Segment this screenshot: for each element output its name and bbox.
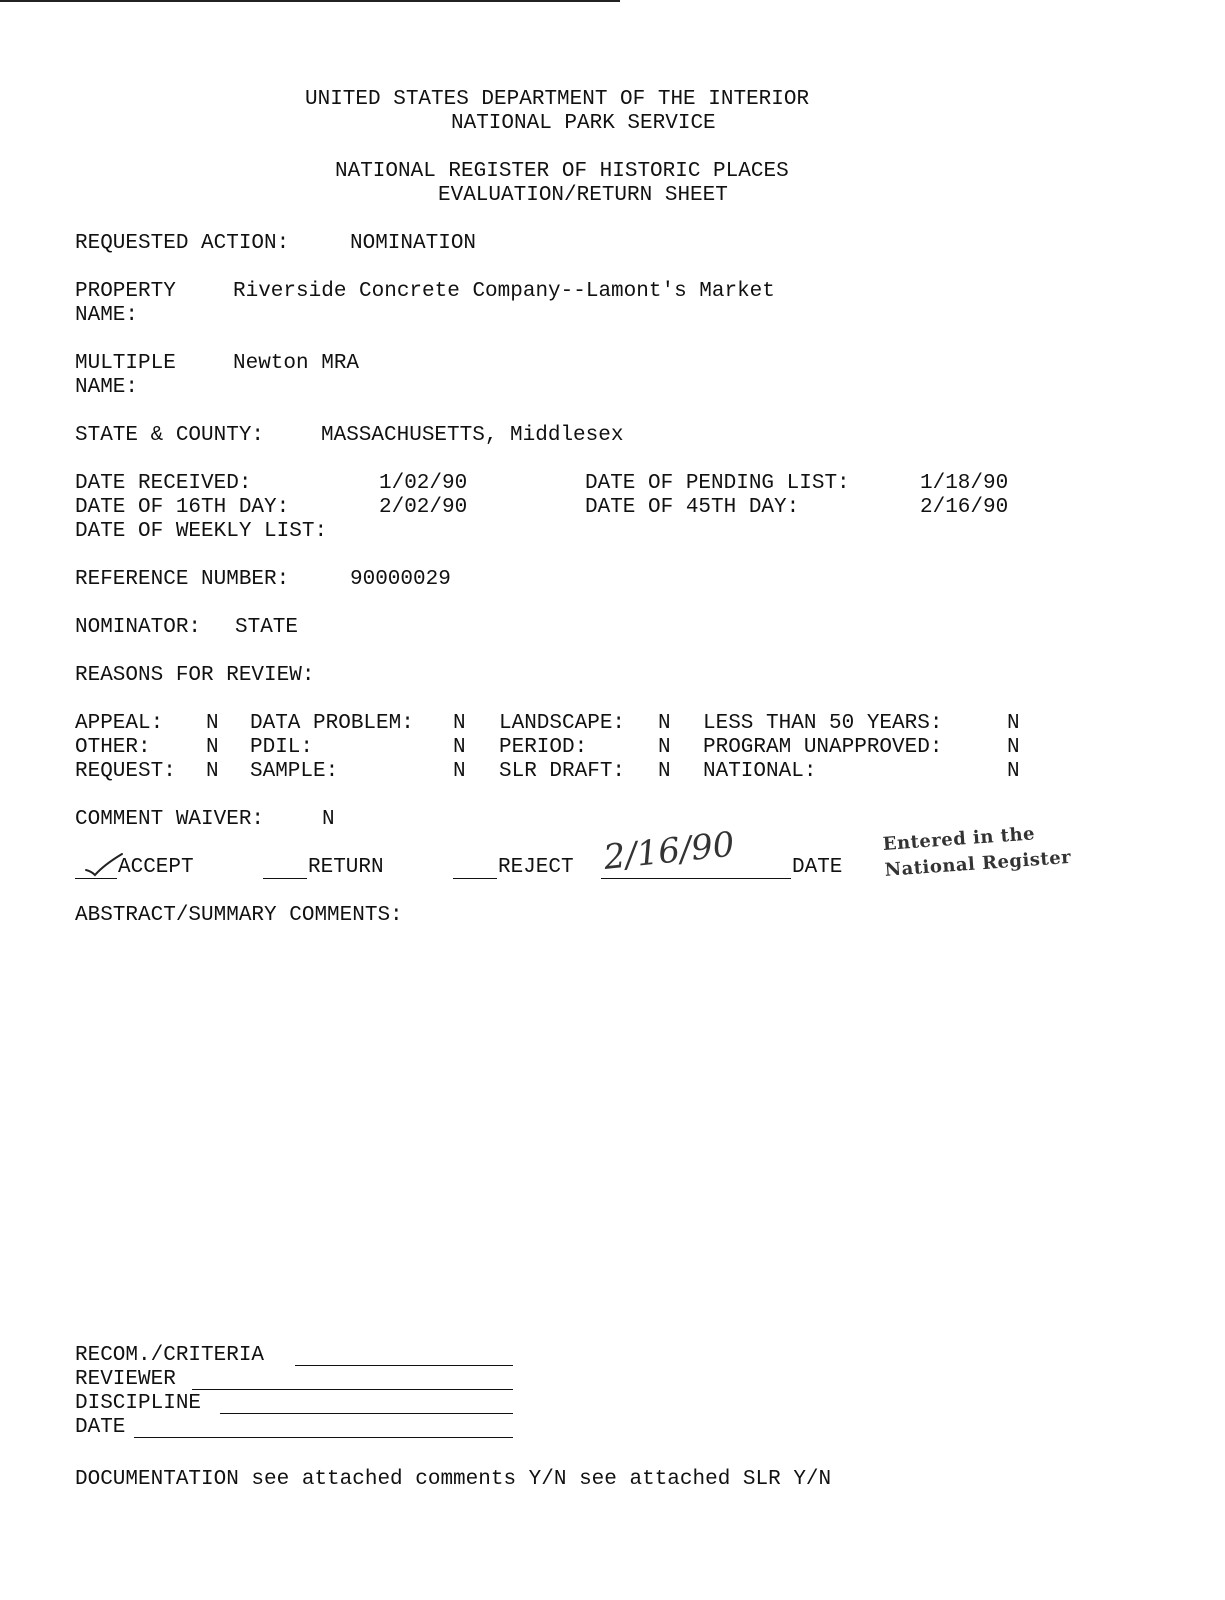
reason-appeal-value: N <box>206 712 219 735</box>
reason-request-value: N <box>206 760 219 783</box>
reason-pdil-label: PDIL: <box>250 736 314 759</box>
header-department: UNITED STATES DEPARTMENT OF THE INTERIOR <box>305 88 810 111</box>
property-name-label: NAME: <box>75 304 139 327</box>
nominator-label: NOMINATOR: <box>75 616 202 639</box>
requested-action-value: NOMINATION <box>350 232 477 255</box>
reference-number-label: REFERENCE NUMBER: <box>75 568 290 591</box>
stamp-line-1: Entered in the <box>882 823 1036 855</box>
accept-blank[interactable] <box>75 878 117 879</box>
reason-sample-value: N <box>453 760 466 783</box>
reason-national-label: NATIONAL: <box>703 760 817 783</box>
date-received-label: DATE RECEIVED: <box>75 472 252 495</box>
date-weekly-label: DATE OF WEEKLY LIST: <box>75 520 328 543</box>
multiple-label: MULTIPLE <box>75 352 176 375</box>
discipline-label: DISCIPLINE <box>75 1392 202 1415</box>
header-sheet-title: EVALUATION/RETURN SHEET <box>438 184 728 207</box>
reason-slr-draft-label: SLR DRAFT: <box>499 760 626 783</box>
reviewer-field[interactable] <box>192 1389 513 1390</box>
decision-date-blank[interactable] <box>601 878 791 879</box>
reason-pdil-value: N <box>453 736 466 759</box>
date-45th-value: 2/16/90 <box>920 496 1009 519</box>
reason-data-problem-label: DATA PROBLEM: <box>250 712 414 735</box>
property-label: PROPERTY <box>75 280 176 303</box>
documentation-line: DOCUMENTATION see attached comments Y/N see attached SLR Y/N <box>75 1468 832 1491</box>
reason-landscape-label: LANDSCAPE: <box>499 712 626 735</box>
date-45th-label: DATE OF 45TH DAY: <box>585 496 800 519</box>
comment-waiver-value: N <box>322 808 335 831</box>
multiple-name-label: NAME: <box>75 376 139 399</box>
reason-other-label: OTHER: <box>75 736 151 759</box>
reason-national-value: N <box>1007 760 1020 783</box>
header-agency: NATIONAL PARK SERVICE <box>451 112 716 135</box>
comment-waiver-label: COMMENT WAIVER: <box>75 808 265 831</box>
abstract-comments-label: ABSTRACT/SUMMARY COMMENTS: <box>75 904 403 927</box>
signoff-date-label: DATE <box>75 1416 126 1439</box>
signoff-date-field[interactable] <box>134 1437 513 1438</box>
handwritten-date: 2/16/90 <box>601 824 737 878</box>
date-pending-label: DATE OF PENDING LIST: <box>585 472 850 495</box>
stamp-line-2: National Register <box>883 846 1072 881</box>
reason-appeal-label: APPEAL: <box>75 712 164 735</box>
reason-program-unapproved-value: N <box>1007 736 1020 759</box>
decision-date-label: DATE <box>792 856 843 879</box>
multiple-name-value: Newton MRA <box>233 352 360 375</box>
reasons-label: REASONS FOR REVIEW: <box>75 664 315 687</box>
discipline-field[interactable] <box>220 1413 513 1414</box>
date-16th-label: DATE OF 16TH DAY: <box>75 496 290 519</box>
property-name-value: Riverside Concrete Company--Lamont's Market <box>233 280 775 303</box>
state-county-label: STATE & COUNTY: <box>75 424 265 447</box>
date-pending-value: 1/18/90 <box>920 472 1009 495</box>
reason-data-problem-value: N <box>453 712 466 735</box>
requested-action-label: REQUESTED ACTION: <box>75 232 290 255</box>
reason-period-label: PERIOD: <box>499 736 588 759</box>
entered-register-stamp <box>882 818 1085 884</box>
reason-less-than-50-value: N <box>1007 712 1020 735</box>
reference-number-value: 90000029 <box>350 568 451 591</box>
reason-less-than-50-label: LESS THAN 50 YEARS: <box>703 712 943 735</box>
reviewer-label: REVIEWER <box>75 1368 176 1391</box>
recom-criteria-field[interactable] <box>295 1365 513 1366</box>
reject-label: REJECT <box>498 856 574 879</box>
accept-label: ACCEPT <box>118 856 194 879</box>
reason-other-value: N <box>206 736 219 759</box>
reason-program-unapproved-label: PROGRAM UNAPPROVED: <box>703 736 943 759</box>
scan-edge-line <box>0 0 620 2</box>
nominator-value: STATE <box>235 616 299 639</box>
date-received-value: 1/02/90 <box>379 472 468 495</box>
state-county-value: MASSACHUSETTS, Middlesex <box>321 424 624 447</box>
reason-sample-label: SAMPLE: <box>250 760 339 783</box>
return-blank[interactable] <box>263 878 307 879</box>
reason-slr-draft-value: N <box>658 760 671 783</box>
header-register: NATIONAL REGISTER OF HISTORIC PLACES <box>335 160 789 183</box>
reason-request-label: REQUEST: <box>75 760 176 783</box>
reject-blank[interactable] <box>453 878 497 879</box>
return-label: RETURN <box>308 856 384 879</box>
reason-period-value: N <box>658 736 671 759</box>
reason-landscape-value: N <box>658 712 671 735</box>
recom-criteria-label: RECOM./CRITERIA <box>75 1344 265 1367</box>
date-16th-value: 2/02/90 <box>379 496 468 519</box>
